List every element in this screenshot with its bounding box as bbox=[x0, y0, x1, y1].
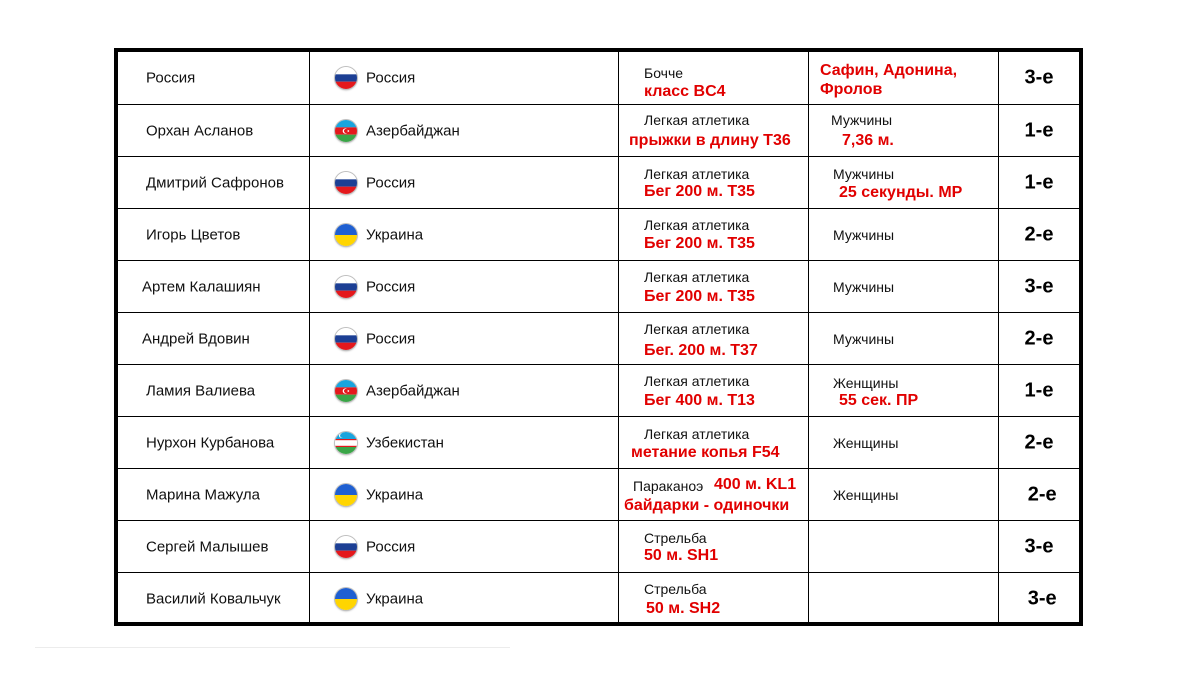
table-row bbox=[118, 52, 1079, 104]
sport-name: Легкая атлетика bbox=[644, 166, 750, 182]
country-name: Россия bbox=[366, 69, 416, 87]
flag-russia-icon bbox=[335, 536, 357, 558]
place-value: 3-е bbox=[1024, 535, 1054, 557]
country-name: Азербайджан bbox=[366, 122, 460, 139]
flag-russia-icon bbox=[335, 172, 357, 194]
table-row bbox=[118, 468, 1079, 520]
category-label: Мужчины bbox=[833, 226, 895, 243]
result-value: Сафин, Адонина, Фролов bbox=[820, 62, 958, 98]
event-name: 400 м. KL1 bbox=[714, 476, 797, 493]
event-name: Бег 200 м. Т35 bbox=[644, 288, 755, 305]
table-row bbox=[118, 260, 1079, 312]
table-row bbox=[118, 156, 1079, 208]
event-name: 50 м. SH2 bbox=[646, 600, 721, 617]
country-name: Россия bbox=[366, 278, 416, 295]
athlete-name: Дмитрий Сафронов bbox=[146, 174, 284, 191]
place-value: 2-е bbox=[1027, 483, 1057, 505]
table-row bbox=[118, 208, 1079, 260]
sport-name: Легкая атлетика bbox=[644, 269, 750, 285]
athlete-name: Нурхон Курбанова bbox=[146, 434, 275, 451]
place-value: 2-е bbox=[1024, 431, 1054, 453]
place-value: 3-е bbox=[1027, 587, 1057, 609]
country-name: Узбекистан bbox=[366, 434, 444, 451]
sport-name: Легкая атлетика bbox=[644, 426, 750, 442]
category-label: Женщины bbox=[833, 486, 899, 503]
athlete-name: Марина Мажула bbox=[146, 486, 260, 503]
athlete-name: Сергей Малышев bbox=[146, 538, 269, 555]
athlete-name: Ламия Валиева bbox=[146, 382, 256, 399]
table-row bbox=[118, 572, 1079, 624]
flag-ukraine-icon bbox=[335, 484, 357, 506]
country-name: Украина bbox=[366, 486, 424, 503]
sport-name: Легкая атлетика bbox=[644, 373, 750, 389]
event-name: класс BC4 bbox=[644, 83, 726, 100]
sport-name: Легкая атлетика bbox=[644, 321, 750, 337]
flag-uzbekistan-icon bbox=[335, 432, 357, 454]
country-name: Азербайджан bbox=[366, 382, 460, 399]
country-name: Украина bbox=[366, 590, 424, 607]
category-label: Женщины bbox=[833, 434, 899, 451]
event-name: 50 м. SH1 bbox=[644, 547, 719, 564]
result-value: 7,36 м. bbox=[842, 132, 894, 149]
athlete-name: Андрей Вдовин bbox=[142, 330, 250, 347]
athlete-name: Василий Ковальчук bbox=[146, 590, 281, 607]
athlete-name: Артем Калашиян bbox=[142, 278, 261, 295]
result-value: 25 секунды. МР bbox=[839, 184, 963, 201]
place-value: 1-е bbox=[1024, 171, 1054, 193]
table-row bbox=[118, 416, 1079, 468]
event-name: прыжки в длину Т36 bbox=[629, 132, 791, 149]
flag-russia-icon bbox=[335, 67, 357, 89]
country-name: Россия bbox=[366, 538, 416, 555]
table-row bbox=[118, 104, 1079, 156]
sport-name: Параканоэ bbox=[633, 478, 704, 494]
country-name: Россия bbox=[366, 330, 416, 347]
flag-ukraine-icon bbox=[335, 588, 357, 610]
place-value: 2-е bbox=[1024, 223, 1054, 245]
athlete-name: Орхан Асланов bbox=[146, 122, 254, 139]
event-detail: байдарки - одиночки bbox=[624, 497, 790, 514]
event-name: Бег 200 м. Т35 bbox=[644, 235, 755, 252]
country-name: Украина bbox=[366, 226, 424, 243]
event-name: Бег 400 м. Т13 bbox=[644, 392, 755, 409]
results-table bbox=[114, 48, 1083, 626]
category-label: Мужчины bbox=[833, 330, 895, 347]
divider bbox=[35, 647, 510, 648]
sport-name: Бочче bbox=[644, 65, 684, 81]
table-row bbox=[118, 312, 1079, 364]
athlete-name: Россия bbox=[146, 69, 196, 87]
sport-name: Легкая атлетика bbox=[644, 112, 750, 128]
flag-azerbaijan-icon bbox=[335, 380, 357, 402]
event-name: Бег. 200 м. Т37 bbox=[644, 342, 758, 359]
flag-russia-icon bbox=[335, 276, 357, 298]
sport-name: Стрельба bbox=[644, 530, 707, 546]
result-value: 55 сек. ПР bbox=[839, 392, 919, 409]
athlete-name: Игорь Цветов bbox=[146, 226, 241, 243]
table-row bbox=[118, 364, 1079, 416]
category-label: Мужчины bbox=[833, 278, 895, 295]
event-name: Бег 200 м. Т35 bbox=[644, 183, 755, 200]
category-label: Женщины bbox=[833, 375, 899, 391]
category-label: Мужчины bbox=[833, 166, 895, 182]
event-name: метание копья F54 bbox=[631, 444, 780, 461]
place-value: 1-е bbox=[1024, 119, 1054, 141]
place-value: 1-е bbox=[1024, 379, 1054, 401]
flag-azerbaijan-icon bbox=[335, 120, 357, 142]
place-value: 2-е bbox=[1024, 327, 1054, 349]
sport-name: Легкая атлетика bbox=[644, 217, 750, 233]
place-value: 3-е bbox=[1024, 66, 1054, 89]
category-label: Мужчины bbox=[831, 112, 893, 128]
sport-name: Стрельба bbox=[644, 581, 707, 597]
table-row bbox=[118, 520, 1079, 572]
flag-russia-icon bbox=[335, 328, 357, 350]
flag-ukraine-icon bbox=[335, 224, 357, 246]
country-name: Россия bbox=[366, 174, 416, 191]
place-value: 3-е bbox=[1024, 275, 1054, 297]
